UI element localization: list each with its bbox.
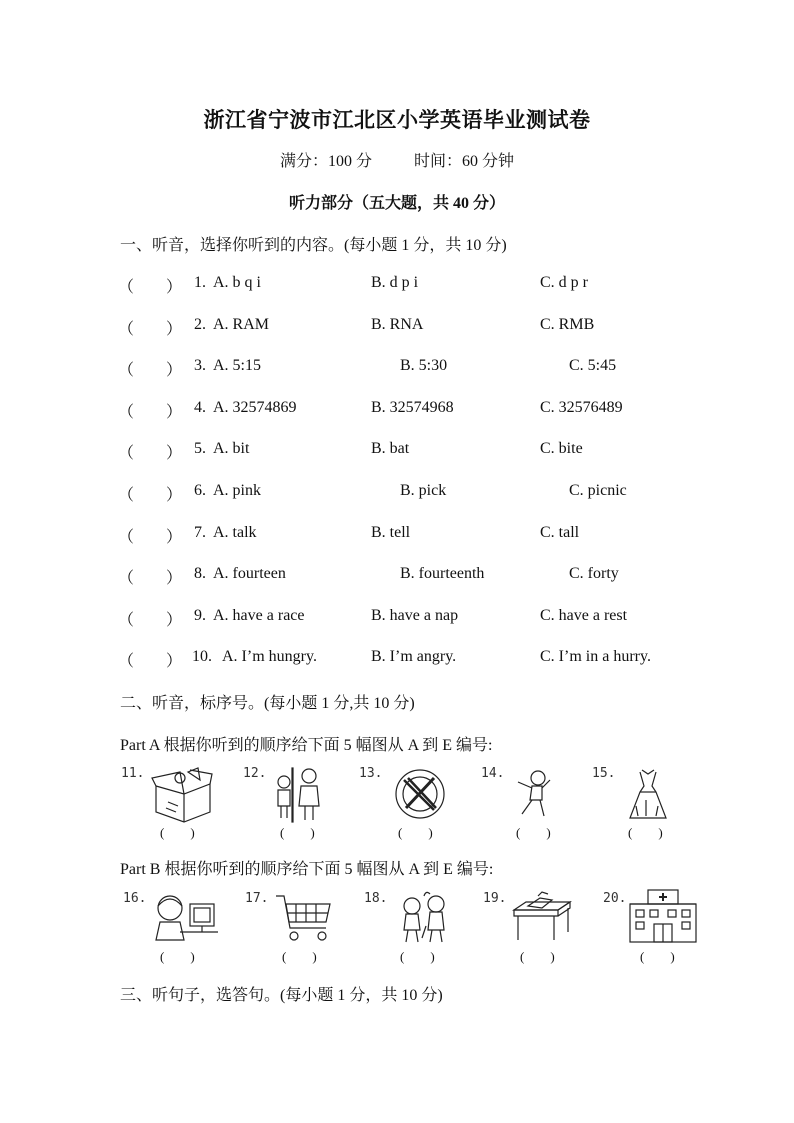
option-c: C. bite [540,440,583,457]
option-b: B. fourteenth [400,565,485,582]
exam-info [0,148,794,171]
option-b: B. pick [400,482,447,499]
answer-blank[interactable]: ( ) [516,825,551,840]
option-c: C. picnic [569,482,627,499]
answer-paren[interactable]: （ ） [118,487,183,504]
answer-blank[interactable]: ( ) [400,949,435,964]
option-a: A. I’m hungry. [222,648,317,665]
pic-number: 20. [603,891,627,906]
option-c: C. forty [569,565,619,582]
option-c: C. 5:45 [569,357,617,374]
girl-exercising-icon [512,768,554,818]
full-score: 满分：100 分 [279,153,372,170]
question-number: 2. [194,316,206,333]
question-number: 9. [194,607,206,624]
pic-number: 18. [364,891,388,906]
section-1-heading: 一、听音，选择你听到的内容。(每小题 1 分，共 10 分) [120,237,507,254]
question-number: 6. [194,482,206,499]
answer-blank[interactable]: ( ) [628,825,663,840]
option-c: C. d p r [540,274,588,291]
section-2-heading: 二、听音，标序号。(每小题 1 分,共 10 分) [120,695,415,712]
option-c: C. I’m in a hurry. [540,648,651,665]
section-3-heading: 三、听句子，选答句。(每小题 1 分，共 10 分) [120,987,443,1004]
pic-number: 15. [592,766,616,781]
option-a: A. pink [213,482,261,499]
answer-blank[interactable]: ( ) [160,949,195,964]
option-b: B. I’m angry. [371,648,457,665]
answer-blank[interactable]: ( ) [398,825,433,840]
option-a: A. talk [213,524,257,541]
part-a-label: Part A 根据你听到的顺序给下面 5 幅图从 A 到 E 编号: [120,737,493,754]
answer-paren[interactable]: （ ） [118,445,183,462]
answer-paren[interactable]: （ ） [118,321,183,338]
option-b: B. bat [371,440,410,457]
answer-blank[interactable]: ( ) [640,949,675,964]
option-b: B. 5:30 [400,357,448,374]
question-number: 8. [194,565,206,582]
question-number: 10. [192,648,212,665]
option-a: A. b q i [213,274,261,291]
listening-part-heading: 听力部分（五大题，共 40 分） [288,195,505,212]
exam-title: 浙江省宁波市江北区小学英语毕业测试卷 [203,108,591,132]
part-b-label: Part B 根据你听到的顺序给下面 5 幅图从 A 到 E 编号: [120,861,494,878]
option-b: B. RNA [371,316,424,333]
option-b: B. 32574968 [371,399,454,416]
option-a: A. 5:15 [213,357,261,374]
answer-blank[interactable]: ( ) [280,825,315,840]
option-a: A. bit [213,440,250,457]
shopping-cart-icon [274,892,334,944]
question-number: 5. [194,440,206,457]
pic-number: 19. [483,891,507,906]
answer-blank[interactable]: ( ) [160,825,195,840]
question-number: 3. [194,357,206,374]
plate-fork-knife-icon [394,768,446,820]
answer-paren[interactable]: （ ） [118,612,183,629]
question-number: 7. [194,524,206,541]
option-c: C. 32576489 [540,399,623,416]
option-a: A. fourteen [213,565,286,582]
pic-number: 16. [123,891,147,906]
box-with-toys-icon [150,766,214,824]
option-c: C. RMB [540,316,595,333]
option-b: B. tell [371,524,411,541]
question-number: 4. [194,399,206,416]
pic-number: 14. [481,766,505,781]
girl-at-computer-icon [150,892,222,944]
answer-paren[interactable]: （ ） [118,279,183,296]
pic-number: 11. [121,766,145,781]
answer-blank[interactable]: ( ) [282,949,317,964]
question-number: 1. [194,274,206,291]
answer-paren[interactable]: （ ） [118,529,183,546]
children-planting-icon [394,890,454,944]
option-b: B. d p i [371,274,419,291]
pic-number: 12. [243,766,267,781]
option-a: A. 32574869 [213,399,297,416]
pic-number: 13. [359,766,383,781]
option-b: B. have a nap [371,607,459,624]
hospital-icon [628,888,698,944]
answer-blank[interactable]: ( ) [520,949,555,964]
desk-with-books-icon [512,892,572,942]
option-a: A. have a race [213,607,305,624]
option-c: C. have a rest [540,607,628,624]
answer-paren[interactable]: （ ） [118,404,183,421]
dress-icon [626,766,670,822]
two-children-icon [272,766,324,822]
answer-paren[interactable]: （ ） [118,653,183,670]
option-a: A. RAM [213,316,270,333]
exam-time: 时间：60 分钟 [414,153,515,170]
answer-paren[interactable]: （ ） [118,570,183,587]
pic-number: 17. [245,891,269,906]
option-c: C. tall [540,524,580,541]
answer-paren[interactable]: （ ） [118,362,183,379]
